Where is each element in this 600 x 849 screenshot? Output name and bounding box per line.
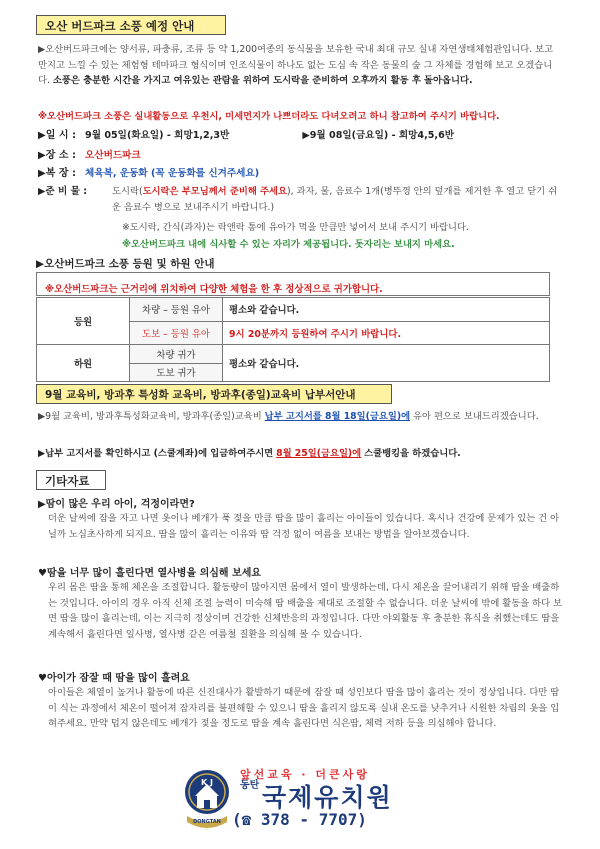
answer-1: 더운 날씨에 잠을 자고 나면 옷이나 베개가 푹 젖을 만큼 땀을 많이 흘리는 아이들이 있습니다. 혹시나 건강에 문제가 있는 건 아닐까 노심초사하게 되지요. 땀을 많이 흘리는 이유와 땀 걱정 없이 여름을 보내는 방법을 알아보겠습니다. (48, 513, 560, 540)
fees-line1-c: 유아 편으로 보내드리겠습니다. (413, 411, 539, 422)
supplies-b: 도시락은 부모님께서 준비해 주세요 (142, 186, 288, 197)
date-2: ▶9월 08일(금요일) - 희망4,5,6반 (302, 130, 455, 141)
picnic-place-row (38, 148, 578, 163)
mode-walk-departure: 도보 귀가 (130, 363, 223, 382)
picnic-date-row (38, 128, 578, 143)
desc-departure: 평소와 같습니다. (223, 345, 550, 382)
mode-car-departure: 차량 귀가 (130, 345, 223, 364)
desc-walk-arrival: 9시 20분까지 등원하여 주시기 바랍니다. (223, 321, 550, 345)
attendance-note: ※오산버드파크는 근거리에 위치하여 다양한 체험을 한 후 정상적으로 귀가합니다. (45, 284, 383, 295)
slogan-text: 앞선교육 · 더큰사랑 (240, 768, 370, 781)
picnic-clothes-row (38, 166, 578, 181)
picnic-intro (38, 42, 564, 89)
mode-car-arrival: 차량 – 등원 유아 (130, 298, 223, 322)
question-1: ▶땀이 많은 우리 아이, 걱정이라면? (38, 499, 195, 510)
attendance-note-box (36, 272, 550, 296)
group-departure: 하원 (37, 345, 130, 382)
question-3: ♥아이가 잠잘 때 땀을 많이 흘려요 (38, 673, 190, 684)
place-value: 오산버드파크 (85, 150, 141, 161)
date-1: 9월 05일(화요일) - 희망1,2,3반 (85, 130, 230, 141)
clothes-label: ▶복 장 : (38, 168, 76, 179)
fees-line2-a: ▶납부 고지서를 확인하시고 (스쿨계좌)에 입금하여주시면 (38, 448, 274, 459)
mode-walk-arrival: 도보 – 등원 유아 (130, 321, 223, 345)
logo-letters: K J (201, 778, 213, 787)
picnic-intro-bold: 소풍은 충분한 시간을 가지고 여유있는 관람을 위하여 도시락을 준비하여 오후까지 활동 후 돌아옵니다. (52, 75, 473, 86)
answer-2: 우리 몸은 땀을 통해 체온을 조절합니다. 활동량이 많아지면 몸에서 열이 발생하는데, 다시 체온을 끌어내리기 위해 땀을 배출하는 것입니다. 아이의 경우 아직 신체 조절 능력이 미숙해 땀 배출을 제대로 조절할 수 없습니다. 더운 날씨에 밖에 활동을 하다 보면 땀을 많이 흘리는데, 이는 지극히 정상이며 건강한 신체반응의 과정입니다. 다만 야외활동 후 충분한 휴식을 취했는데도 땀을 계속해서 흘린다면 일사병, 열사병 같은 여름철 질환을 의심해 볼 수 있습니다. (48, 582, 563, 640)
date-label: ▶일 시 : (38, 130, 76, 141)
section-title-fees: 9월 교육비, 방과후 특성화 교육비, 방과후(종일)교육비 납부서안내 (36, 384, 392, 404)
section-title-attendance: ▶오산버드파크 소풍 등원 및 하원 안내 (36, 258, 215, 270)
supplies-label: ▶준 비 물 : (38, 186, 88, 197)
school-prefix: 동탄 (240, 780, 260, 791)
group-arrival: 등원 (37, 298, 130, 345)
table-row (37, 298, 550, 322)
school-phone: (☎ 378 - 7707) (232, 810, 367, 829)
fees-line2-b: 8월 25일(금요일)에 (276, 448, 362, 459)
supplies-a: 도시락( (112, 186, 143, 197)
fees-line2-c: 스쿨뱅킹을 하겠습니다. (364, 448, 461, 459)
picnic-note: ※오산버드파크 소풍은 실내활동으로 우천시, 미세먼지가 나쁘더라도 다녀오려고 하니 참고하여 주시기 바랍니다. (38, 111, 500, 122)
logo-text: DONGTAN (193, 819, 221, 825)
fees-line2 (38, 446, 578, 462)
table-row (37, 345, 550, 364)
question-2: ♥땀을 너무 많이 흘린다면 열사병을 의심해 보세요 (38, 568, 262, 579)
supplies-c: ), 과자, 물, 음료수 1개(병뚜껑 안의 덮개를 제거한 후 열고 닫기 쉬운 음료수 병으로 보내주시기 바랍니다.) (112, 186, 558, 213)
supplies-text (112, 184, 564, 215)
section-title-picnic: 오산 버드파크 소풍 예정 안내 (36, 15, 226, 35)
fees-line1 (38, 409, 564, 425)
supplies-note: ※도시락, 간식(과자)는 락앤락 통에 유아가 먹을 만큼만 넣어서 보내 주시기 바랍니다. (122, 222, 469, 233)
place-label: ▶장 소 : (38, 150, 76, 161)
fees-line1-a: ▶9월 교육비, 방과후특성화교육비, 방과후(종일)교육비 (38, 411, 262, 422)
school-name: 국제유치원 (262, 783, 393, 812)
attendance-table (36, 297, 550, 382)
school-logo (183, 766, 231, 836)
desc-car-arrival: 평소와 같습니다. (223, 298, 550, 322)
supplies-note2: ※오산버드파크 내에 식사할 수 있는 자리가 제공됩니다. 돗자리는 보내지 마세요. (122, 239, 455, 250)
section-title-misc: 기타자료 (36, 470, 106, 490)
fees-line1-b: 납부 고지서를 8월 18일(금요일)에 (264, 411, 411, 422)
clothes-value: 체육복, 운동화 (꼭 운동화를 신겨주세요) (85, 168, 260, 179)
picnic-intro-text: ▶오산버드파크에는 양서류, 파충류, 조류 등 약 1,200여종의 동식물을 보유한 국내 최대 규모 실내 자연생태체험관입니다. 보고 만지고 느낄 수 있는 체험형 테마파크 형식이며 인조식물이 하나도 없는 도심 속 작은 동물의 숲 그 자체를 경험해 보고 오겠습니다. (38, 44, 554, 86)
answer-3: 아이들은 체열이 높거나 활동에 따른 신진대사가 활발하기 때문에 잠잘 때 성인보다 땀을 많이 흘리는 것이 정상입니다. 다만 땀이 식는 과정에서 체온이 떨어져 잠자리를 불편해할 수 있으니 땀을 흘리지 않도록 실내 온도를 낮추거나 시원한 차림의 옷을 입혀주세요. 만약 덥지 않은데도 베개가 젖을 정도로 땀을 계속 흘린다면 식은땀, 체력 저하 등을 의심해야 합니다. (48, 687, 560, 729)
